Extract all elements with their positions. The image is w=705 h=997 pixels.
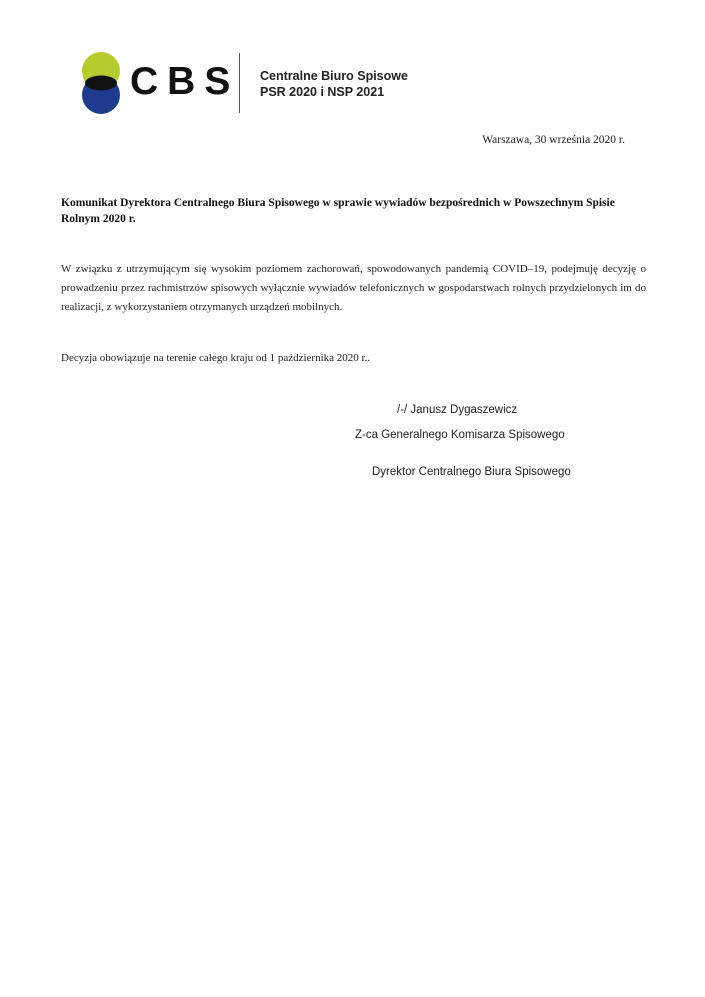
signature-name: /-/ Janusz Dygaszewicz bbox=[397, 404, 518, 416]
cbs-logo bbox=[80, 52, 410, 116]
logo-divider bbox=[239, 53, 240, 113]
cbs-logo-mark-icon bbox=[80, 52, 122, 114]
document-title: Komunikat Dyrektora Centralnego Biura Spisowego w sprawie wywiadów bezpośrednich w Powszechnym Spisie Rolnym 2020 r. bbox=[61, 197, 615, 225]
decision-statement: Decyzja obowiązuje na terenie całego kraju od 1 października 2020 r.. bbox=[61, 352, 371, 364]
body-paragraph: W związku z utrzymującym się wysokim poziomem zachorowań, spowodowanych pandemią COVID–19, podejmuję decyzję o prowadzeniu przez rachmistrzów spisowych wyłącznie wywiadów telefonicznych w gospodarstwach rolnych przydzielonych im do realizacji, z wykorzystaniem otrzymanych urządzeń mobilnych. bbox=[61, 263, 646, 313]
logo-overlap bbox=[85, 76, 117, 91]
logo-caption bbox=[260, 68, 408, 100]
signature-role: Z-ca Generalnego Komisarza Spisowego bbox=[355, 429, 565, 441]
logo-caption-line1: Centralne Biuro Spisowe bbox=[260, 69, 408, 83]
logo-caption-line2: PSR 2020 i NSP 2021 bbox=[260, 85, 385, 99]
document-date: Warszawa, 30 września 2020 r. bbox=[482, 134, 625, 146]
logo-wordmark: CBS bbox=[130, 60, 240, 103]
signature-office: Dyrektor Centralnego Biura Spisowego bbox=[372, 466, 571, 478]
